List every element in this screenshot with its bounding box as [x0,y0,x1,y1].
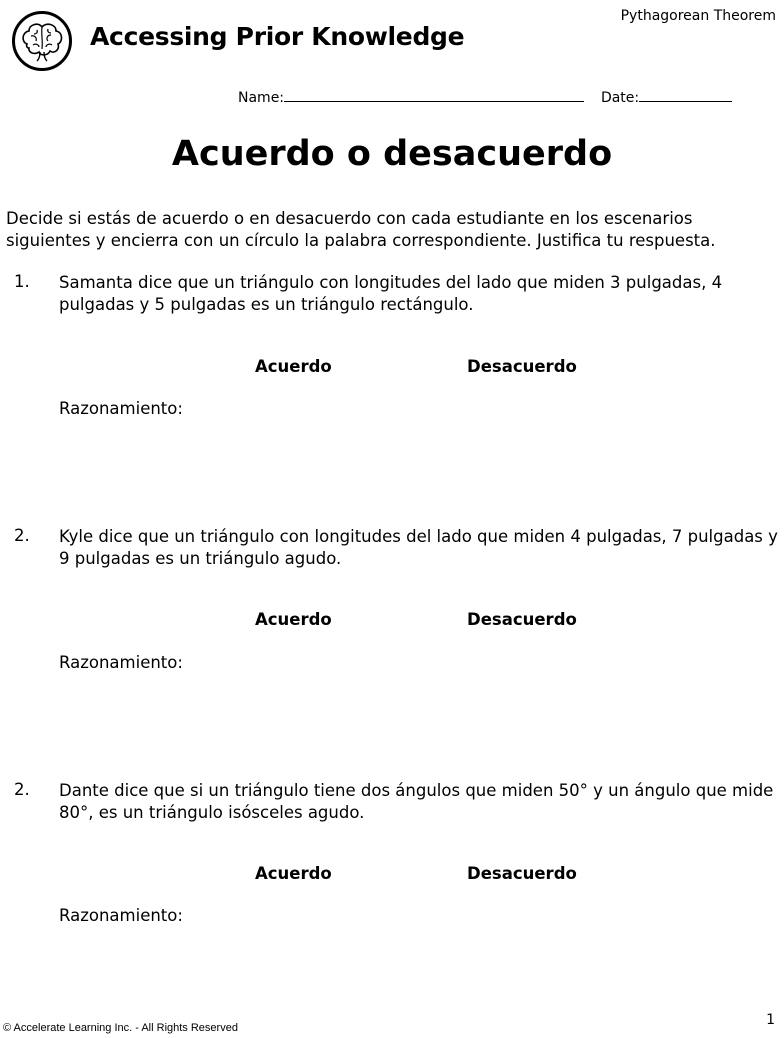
reasoning-label: Razonamiento: [59,399,183,418]
reasoning-label: Razonamiento: [59,906,183,925]
name-date-row [238,89,732,106]
date-label: Date: [600,90,640,106]
question-text: Samanta dice que un triángulo con longitudes del lado que miden 3 pulgadas, 4 pulgadas y 5 pulgadas es un triángulo rectángulo. [59,273,723,314]
agree-option[interactable]: Acuerdo [255,357,332,376]
page-title: Acuerdo o desacuerdo [171,134,613,174]
question-number: 2. [14,780,30,799]
agree-option[interactable]: Acuerdo [255,864,332,883]
reasoning-label: Razonamiento: [59,653,183,672]
topic-label: Pythagorean Theorem [620,8,776,24]
disagree-option[interactable]: Desacuerdo [467,610,577,629]
name-label: Name: [238,90,285,106]
page-number: 1 [766,1012,775,1028]
question-number: 1. [14,272,30,291]
brand-title: Accessing Prior Knowledge [90,22,465,51]
disagree-option[interactable]: Desacuerdo [467,864,577,883]
question-text: Dante dice que si un triángulo tiene dos ángulos que miden 50° y un ángulo que mide 80°, es un triángulo isósceles agudo. [59,781,774,822]
name-field[interactable] [284,89,584,102]
instructions: Decide si estás de acuerdo o en desacuerdo con cada estudiante en los escenarios siguientes y encierra con un círculo la palabra correspondiente. Justifica tu respuesta. [6,209,716,250]
brain-logo [12,11,72,71]
date-field[interactable] [639,89,732,102]
copyright-footer: © Accelerate Learning Inc. - All Rights Reserved [3,1022,238,1034]
disagree-option[interactable]: Desacuerdo [467,357,577,376]
question-text: Kyle dice que un triángulo con longitudes del lado que miden 4 pulgadas, 7 pulgadas y 9 pulgadas es un triángulo agudo. [59,527,778,568]
brain-icon [15,14,69,68]
question-number: 2. [14,526,30,545]
agree-option[interactable]: Acuerdo [255,610,332,629]
